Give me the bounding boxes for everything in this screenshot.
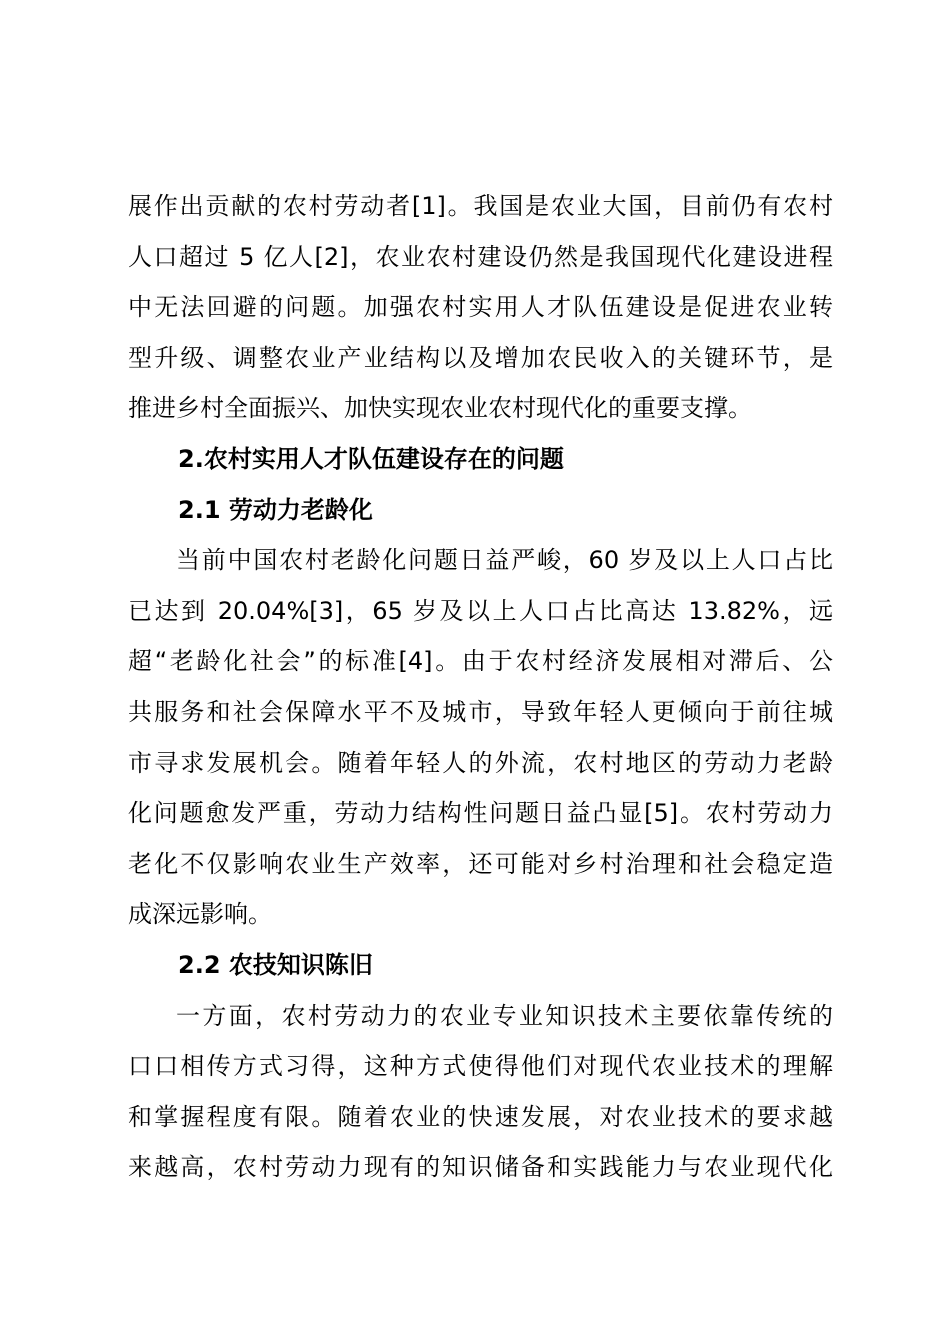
text-line: 当前中国农村老龄化问题日益严峻，60 岁及以上人口占比 [176, 546, 833, 575]
text-line: 展作出贡献的农村劳动者[1]。我国是农业大国，目前仍有农村 [128, 192, 833, 220]
paragraph-intro [128, 181, 833, 434]
section-heading-2-1: 2.1 劳动力老龄化 [178, 495, 373, 524]
text-line: 口口相传方式习得，这种方式使得他们对现代农业技术的理解 [128, 1052, 833, 1081]
text-line: 型升级、调整农业产业结构以及增加农民收入的关键环节，是 [128, 343, 833, 372]
text-line: 一方面，农村劳动力的农业专业知识技术主要依靠传统的 [176, 1001, 833, 1030]
section-heading-2-2: 2.2 农技知识陈旧 [178, 950, 373, 979]
paragraph-aging [128, 535, 833, 940]
text-line: 人口超过 5 亿人[2]，农业农村建设仍然是我国现代化建设进程 [128, 242, 833, 271]
text-line: 化问题愈发严重，劳动力结构性问题日益凸显[5]。农村劳动力 [128, 799, 833, 828]
text-line: 已达到 20.04%[3]，65 岁及以上人口占比高达 13.82%，远 [128, 596, 833, 625]
text-line: 老化不仅影响农业生产效率，还可能对乡村治理和社会稳定造 [128, 849, 833, 878]
text-line: 和掌握程度有限。随着农业的快速发展，对农业技术的要求越 [128, 1102, 833, 1131]
text-line: 市寻求发展机会。随着年轻人的外流，农村地区的劳动力老龄 [128, 748, 833, 777]
text-line: 中无法回避的问题。加强农村实用人才队伍建设是促进农业转 [128, 293, 833, 322]
section-heading-2: 2.农村实用人才队伍建设存在的问题 [178, 444, 564, 473]
text-line: 推进乡村全面振兴、加快实现农业农村现代化的重要支撑。 [128, 394, 752, 423]
text-line: 来越高，农村劳动力现有的知识储备和实践能力与农业现代化 [128, 1153, 833, 1182]
text-line: 共服务和社会保障水平不及城市，导致年轻人更倾向于前往城 [128, 697, 833, 726]
text-line: 成深远影响。 [128, 900, 272, 929]
text-line: 超“老龄化社会”的标准[4]。由于农村经济发展相对滞后、公 [128, 647, 833, 676]
document-page [128, 181, 833, 1193]
paragraph-knowledge [128, 991, 833, 1193]
